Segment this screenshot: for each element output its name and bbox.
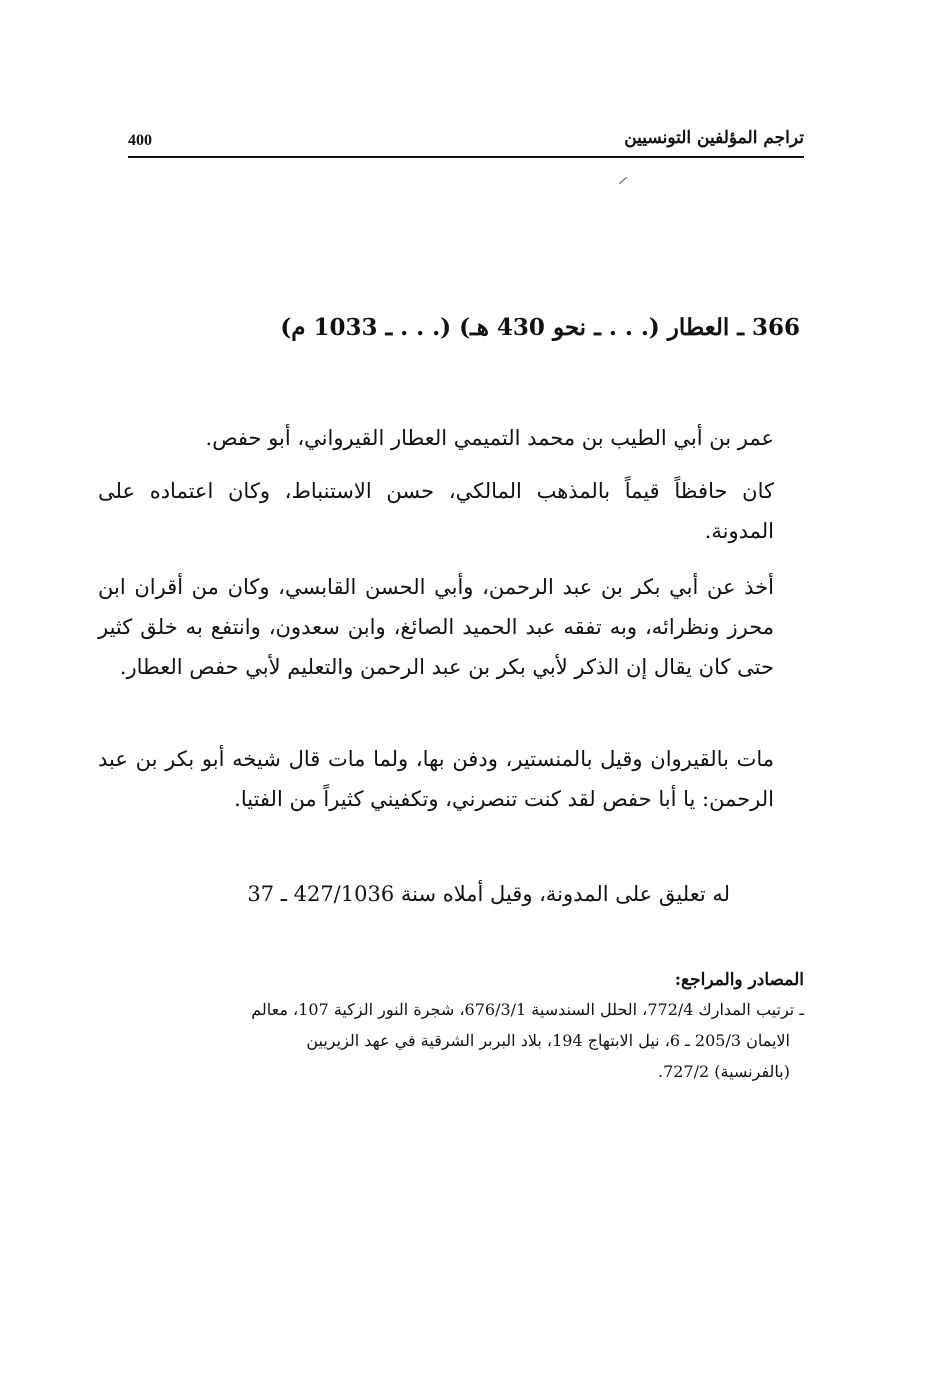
entry-paragraph-5: له تعليق على المدونة، وقيل أملاه سنة 427/1036 ـ 37 bbox=[247, 882, 730, 906]
sources-line-2: الايمان 205/3 ـ 6، نيل الابتهاج 194، بلاد البربر الشرقية في عهد الزيريين bbox=[306, 1031, 790, 1050]
sources-title: المصادر والمراجع: bbox=[674, 970, 804, 990]
sources-line-1: ـ ترتيب المدارك 772/4، الحلل السندسية 676/3/1، شجرة النور الزكية 107، معالم bbox=[251, 1000, 804, 1019]
running-title: تراجم المؤلفين التونسيين bbox=[624, 128, 804, 148]
sources-line-3: (بالفرنسية) 727/2. bbox=[657, 1062, 790, 1081]
entry-paragraph-2: كان حافظاً قيماً بالمذهب المالكي، حسن الاستنباط، وكان اعتماده على المدونة. bbox=[98, 479, 774, 543]
sources-section bbox=[128, 966, 804, 1087]
stray-mark bbox=[619, 177, 627, 184]
page-number: 400 bbox=[128, 132, 152, 149]
entry-paragraph-3: أخذ عن أبي بكر بن عبد الرحمن، وأبي الحسن القابسي، وكان من أقران ابن محرز ونظرائه، وبه تفقه عبد الحميد الصائغ، وابن سعدون، وانتفع به خلق كثير حتى كان يقال إن الذكر لأبي بكر بن عبد الرحمن والتعليم لأبي حفص العطار. bbox=[98, 575, 774, 679]
page-header bbox=[128, 126, 804, 158]
entry-name-line: عمر بن أبي الطيب بن محمد التميمي العطار القيرواني، أبو حفص. bbox=[205, 426, 774, 450]
sources-body bbox=[128, 994, 804, 1087]
entry-paragraph-4: مات بالقيروان وقيل بالمنستير، ودفن بها، ولما مات قال شيخه أبو بكر بن عبد الرحمن: يا أبا حفص لقد كنت تنصرني، وتكفيني كثيراً من الفتيا. bbox=[98, 747, 774, 811]
entry-heading: 366 ـ العطار (. . . ـ نحو 430 هـ) (. . . ـ 1033 م) bbox=[280, 314, 800, 341]
